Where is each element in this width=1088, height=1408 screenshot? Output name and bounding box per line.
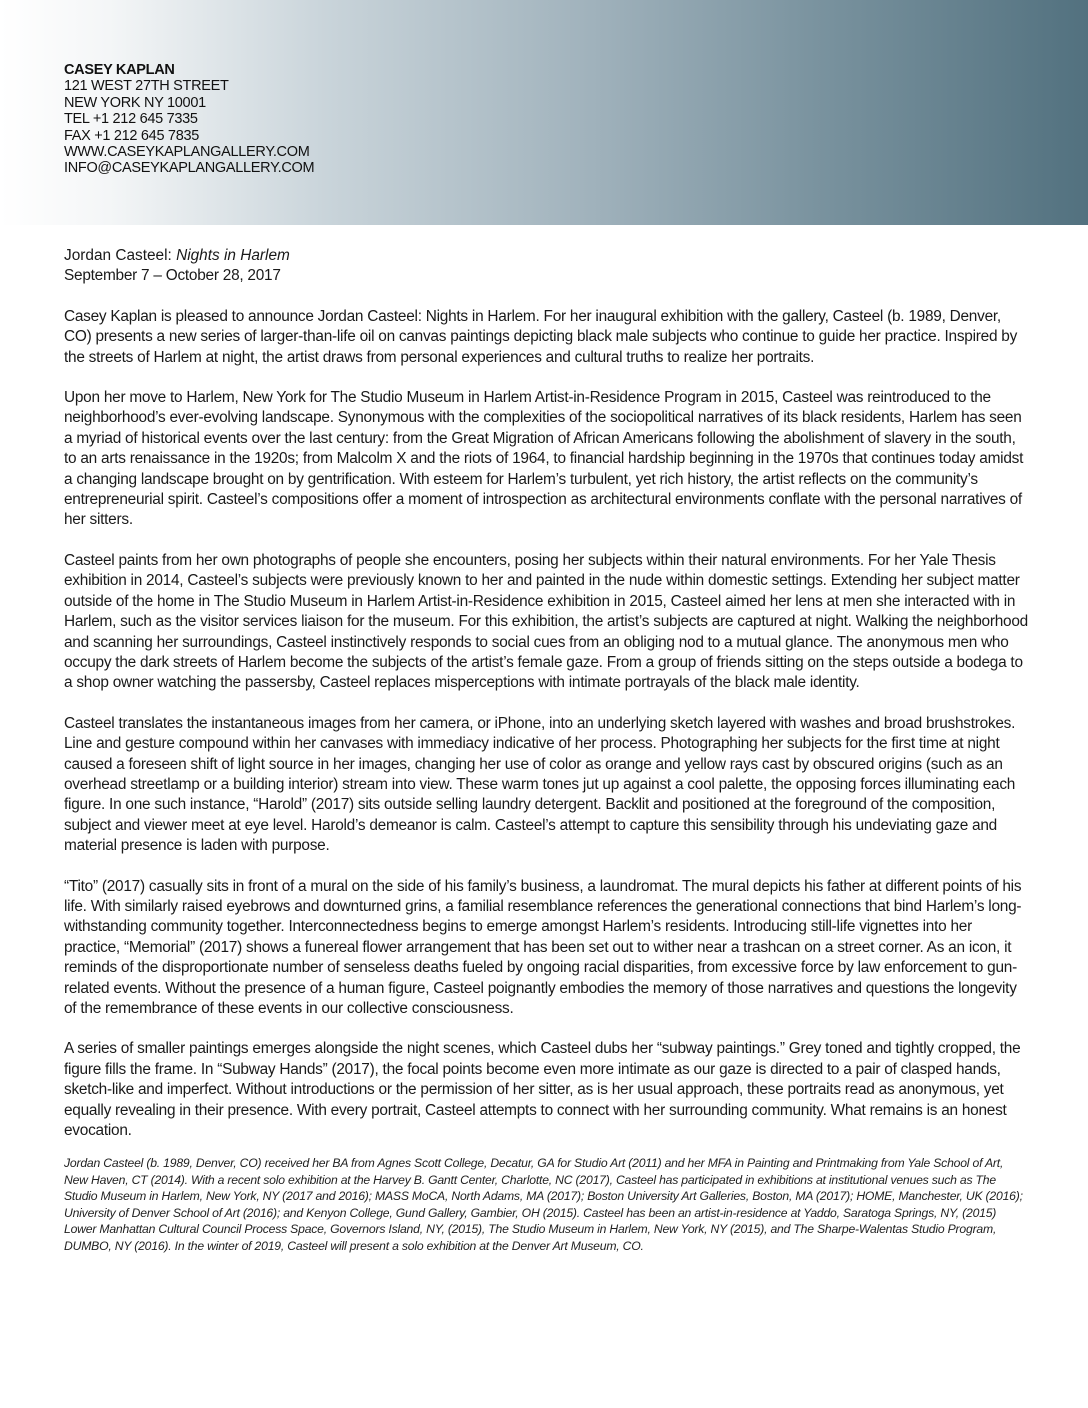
paragraph-process: Casteel translates the instantaneous images from her camera, or iPhone, into an underlying sketch layered with washes and broad brushstrokes. Line and gesture compound within her canvases with immediacy indicative of her process. Photographing her subjects for the first time at night caused a foreseen shift of light source in her images, changing her use of color as orange and yellow rays cast by obscured origins (such as an overhead streetlamp or a building interior) stream into view. These warm tones jut up against a cool palette, the opposing forces illuminating each figure. In one such instance, “Harold” (2017) sits outside selling laundry detergent. Backlit and positioned at the foreground of the composition, subject and viewer meet at eye level. Harold’s demeanor is calm. Casteel’s attempt to capture this sensibility through his undeviating gaze and material presence is laden with purpose.	[64, 714, 1016, 855]
paragraph-tito-memorial: “Tito” (2017) casually sits in front of a mural on the side of his family’s business, a laundromat. The mural depicts his father at different points of his life. With similarly raised eyebrows and downturned grins, a familial resemblance references the generational connections that bind Harlem’s long-withstanding community together. Interconnectedness begins to emerge amongst Harlem’s residents. Introducing still-life vignettes into her practice, “Memorial” (2017) shows a funereal flower arrangement that has been set out to wither near a trashcan on a street corner. As an icon, it reminds of the disproportionate number of senseless deaths fueled by ongoing racial disparities, from excessive force by law enforcement to gun-related events. Without the presence of a human figure, Casteel poignantly embodies the memory of those narratives and questions the longevity of the remembrance of these events in our collective consciousness.	[64, 877, 1022, 1017]
paragraph-intro: Casey Kaplan is pleased to announce Jordan Casteel: Nights in Harlem. For her inaugural exhibition with the gallery, Casteel (b. 1989, Denver, CO) presents a new series of larger-than-life oil on canvas paintings depicting black male subjects who continue to guide her practice. Inspired by the streets of Harlem at night, the artist draws from personal experiences and cultural truths to realize her portraits.	[64, 307, 1018, 366]
exhibition-title	[64, 246, 1030, 266]
exhibition-name: Nights in Harlem	[176, 247, 290, 264]
exhibition-dates: September 7 – October 28, 2017	[64, 267, 281, 285]
artist-bio: Jordan Casteel (b. 1989, Denver, CO) received her BA from Agnes Scott College, Decatur, GA for Studio Art (2011) and her MFA in Painting and Printmaking from Yale School of Art, New Haven, CT (2014). With a recent solo exhibition at the Harvey B. Gantt Center, Charlotte, NC (2017), Casteel has participated in exhibitions at institutional venues such as The Studio Museum in Harlem, New York, NY (2017 and 2016); MASS MoCA, North Adams, MA (2017); Boston University Art Galleries, Boston, MA (2017); HOME, Manchester, UK (2016); University of Denver School of Art (2016); and Kenyon College, Gund Gallery, Gambier, OH (2015). Casteel has been an artist-in-residence at Yaddo, Saratoga Springs, NY, (2015) Lower Manhattan Cultural Council Process Space, Governors Island, NY, (2015), The Studio Museum in Harlem, New York, NY (2015), and The Sharpe-Walentas Studio Program, DUMBO, NY (2016). In the winter of 2019, Casteel will present a solo exhibition at the Denver Art Museum, CO.	[64, 1156, 1023, 1253]
gallery-website: WWW.CASEYKAPLANGALLERY.COM	[64, 144, 310, 161]
press-release-body	[64, 246, 1030, 1254]
gallery-email: INFO@CASEYKAPLANGALLERY.COM	[64, 160, 315, 177]
exhibition-artist: Jordan Casteel:	[64, 247, 177, 264]
letterhead	[64, 62, 314, 177]
paragraph-harlem-history: Upon her move to Harlem, New York for The Studio Museum in Harlem Artist-in-Residence Program in 2015, Casteel was reintroduced to the neighborhood’s ever-evolving landscape. Synonymous with the complexities of the sociopolitical narratives of its black residents, Harlem has seen a myriad of historical events over the last century: from the Great Migration of African Americans following the abolishment of slavery in the south, to an arts renaissance in the 1920s; from Malcolm X and the riots of 1964, to financial hardship beginning in the 1970s that continues today amidst a changing landscape brought on by gentrification. With esteem for Harlem’s turbulent, yet rich history, the artist reflects on the community’s entrepreneurial spirit. Casteel’s compositions offer a moment of introspection as architectural environments conflate with the personal narratives of her sitters.	[64, 389, 1024, 529]
gallery-street: 121 WEST 27TH STREET	[64, 78, 229, 95]
gallery-fax: FAX +1 212 645 7835	[64, 127, 199, 144]
gallery-city: NEW YORK NY 10001	[64, 94, 206, 111]
paragraph-photographs: Casteel paints from her own photographs of people she encounters, posing her subjects within their natural environments. For her Yale Thesis exhibition in 2014, Casteel’s subjects were previously known to her and painted in the nude within domestic settings. Extending her subject matter outside of the home in The Studio Museum in Harlem Artist-in-Residence exhibition in 2015, Casteel aimed her lens at men she interacted with in Harlem, such as the visitor services liaison for the museum. For this exhibition, the artist’s subjects are captured at night. Walking the neighborhood and scanning her surroundings, Casteel instinctively responds to social cues from an obliging nod to a mutual glance. The anonymous men who occupy the dark streets of Harlem become the subjects of the artist’s female gaze. From a group of friends sitting on the steps outside a bodega to a shop owner watching the passersby, Casteel replaces misperceptions with intimate portrayals of the black male identity.	[64, 551, 1028, 692]
paragraph-subway-paintings: A series of smaller paintings emerges alongside the night scenes, which Casteel dubs her “subway paintings.” Grey toned and tightly cropped, the figure fills the frame. In “Subway Hands” (2017), the focal points become even more intimate as our gaze is directed to a pair of clasped hands, sketch-like and imperfect. Without introductions or the permission of her sitter, as is her usual approach, these portraits read as anonymous, yet equally revealing in their presence. With every portrait, Casteel attempts to connect with her surrounding community. What remains is an honest evocation.	[64, 1040, 1021, 1140]
gallery-name: CASEY KAPLAN	[64, 62, 175, 78]
gallery-tel: TEL +1 212 645 7335	[64, 111, 198, 128]
